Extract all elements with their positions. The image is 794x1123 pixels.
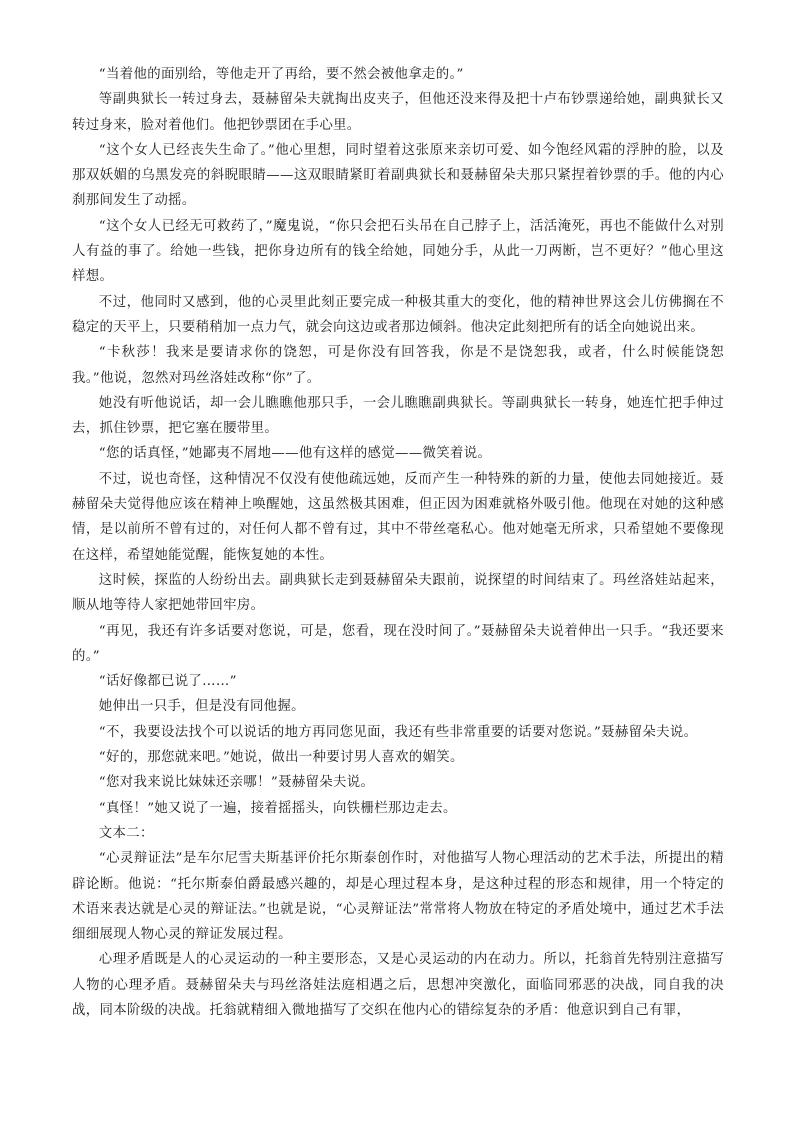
- paragraph: “不，我要设法找个可以说话的地方再同您见面，我还有些非常重要的话要对您说。”聂赫留朵夫说。: [98, 724, 698, 740]
- paragraph: “当着他的面别给，等他走开了再给，要不然会被他拿走的。”: [98, 67, 464, 82]
- paragraph: 不过，说也奇怪，这种情况不仅没有使他疏远她，反而产生一种特殊的新的力量，使他去同她接近。聂赫留朵夫觉得他应该在精神上唤醒她，这虽然极其困难，但正因为困难就格外吸引他。他现在对她的这种感情，是以前所不曾有过的，对任何人都不曾有过，其中不带丝毫私心。他对她毫无所求，只希望她不要像现在这样，希望她能觉醒，能恢复她的本性。: [72, 471, 724, 563]
- paragraph: “真怪！”她又说了一遍，接着摇摇头，向铁栅栏那边走去。: [98, 800, 457, 816]
- paragraph: 不过，他同时又感到，他的心灵里此刻正要完成一种极其重大的变化，他的精神世界这会儿仿佛搁在不稳定的天平上，只要稍稍加一点力气，就会向这边或者那边倾斜。他决定此刻把所有的话全向她说出来。: [72, 294, 724, 335]
- section-heading: 文本二：: [98, 825, 154, 841]
- paragraph: “再见，我还有许多话要对您说，可是，您看，现在没时间了。”聂赫留朵夫说着伸出一只手。“我还要来的。”: [72, 623, 724, 664]
- paragraph: “话好像都已说了……”: [98, 674, 237, 690]
- paragraph: 等副典狱长一转过身去，聂赫留朵夫就掏出皮夹子，但他还没来得及把十卢布钞票递给她，副典狱长又转过身来，脸对着他们。他把钞票团在手心里。: [72, 92, 724, 133]
- paragraph: “卡秋莎！我来是要请求你的饶恕，可是你没有回答我，你是不是饶恕我，或者，什么时候能饶恕我。”他说，忽然对玛丝洛娃改称“你”了。: [72, 345, 724, 386]
- document-page: [72, 62, 724, 1023]
- paragraph: “心灵辩证法”是车尔尼雪夫斯基评价托尔斯泰创作时，对他描写人物心理活动的艺术手法，所提出的精辟论断。他说：“托尔斯泰伯爵最感兴趣的，却是心理过程本身，是这种过程的形态和规律，用一个特定的术语来表达就是心灵的辩证法。”也就是说，“心灵辩证法”常常将人物放在特定的矛盾处境中，通过艺术手法细细展现人物心灵的辩证发展过程。: [72, 851, 724, 943]
- paragraph: “您对我来说比妹妹还亲哪！”聂赫留朵夫说。: [98, 775, 375, 791]
- paragraph: “这个女人已经无可救药了，”魔鬼说，“你只会把石头吊在自己脖子上，活活淹死，再也不能做什么对别人有益的事了。给她一些钱，把你身边所有的钱全给她，同她分手，从此一刀两断，岂不更好？”他心里这样想。: [72, 218, 724, 285]
- paragraph: 她伸出一只手，但是没有同他握。: [98, 699, 305, 715]
- paragraph: “这个女人已经丧失生命了。”他心里想，同时望着这张原来亲切可爱、如今饱经风霜的浮肿的脸，以及那双妖媚的乌黑发亮的斜睨眼睛——这双眼睛紧盯着副典狱长和聂赫留朵夫那只紧捏着钞票的手。他的内心刹那间发生了动摇。: [72, 142, 724, 209]
- paragraph: 心理矛盾既是人的心灵运动的一种主要形态，又是心灵运动的内在动力。所以，托翁首先特别注意描写人物的心理矛盾。聂赫留朵夫与玛丝洛娃法庭相遇之后，思想冲突激化，面临同邪恶的决战，同自我的决战，同本阶级的决战。托翁就精细入微地描写了交织在他内心的错综复杂的矛盾：他意识到自己有罪，: [72, 952, 724, 1018]
- paragraph: 她没有听他说话，却一会儿瞧瞧他那只手，一会儿瞧瞧副典狱长。等副典狱长一转身，她连忙把手伸过去，抓住钞票，把它塞在腰带里。: [72, 395, 724, 437]
- paragraph: 这时候，探监的人纷纷出去。副典狱长走到聂赫留朵夫跟前，说探望的时间结束了。玛丝洛娃站起来，顺从地等待人家把她带回牢房。: [72, 572, 724, 614]
- paragraph: “您的话真怪，”她鄙夷不屑地——他有这样的感觉——微笑着说。: [98, 446, 492, 462]
- paragraph: “好的，那您就来吧。”她说，做出一种要讨男人喜欢的媚笑。: [98, 750, 464, 766]
